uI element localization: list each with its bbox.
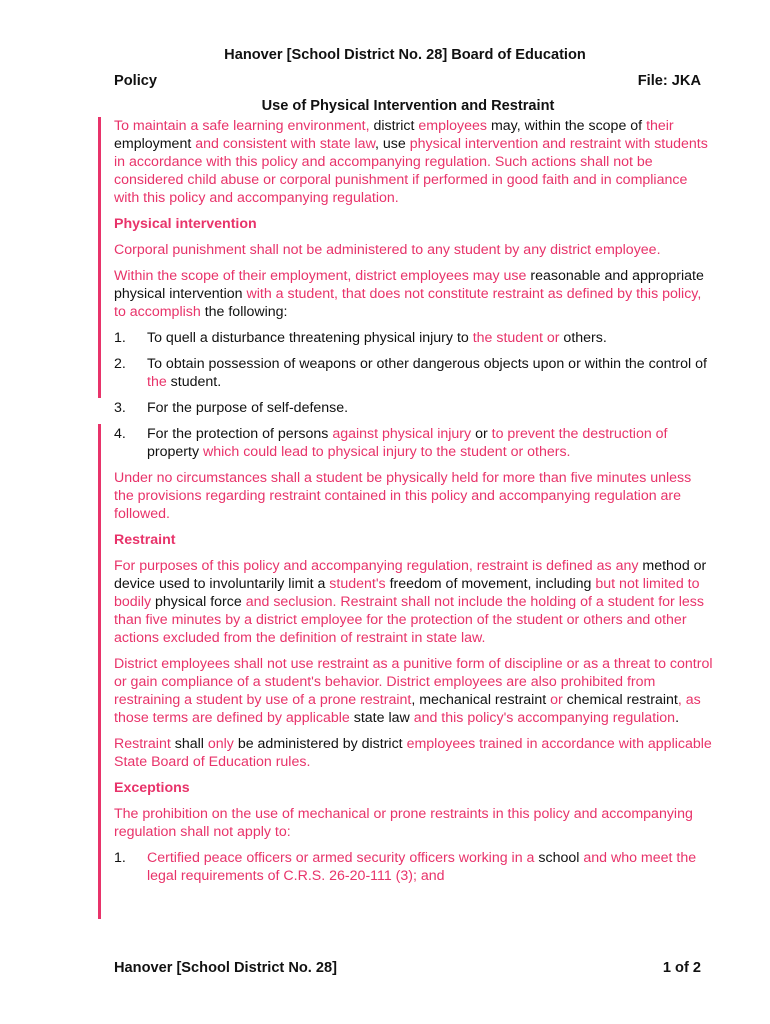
section-heading-exceptions: Exceptions [114,780,190,796]
revision-bar [98,117,101,398]
list-item: 1. To quell a disturbance threatening physical injury to the student or others. [114,330,607,346]
list-item: 3. For the purpose of self-defense. [114,400,349,416]
page-number: 1 of 2 [662,960,701,976]
revision-bar [98,424,101,919]
intro-paragraph: To maintain a safe learning environment, district employees may, within the scope of their employment and consistent with state law, use physical intervention and restraint with students in accordance with this policy and accompanying regulation. Such actions shall not be considered child abuse or corporal punishment if performed in good faith and in compliance with this policy and accompanying regulation. [114,118,708,206]
intervention-scope-paragraph: Within the scope of their employment, district employees may use reasonable and appropriate physical intervention with a student, that does not constitute restraint as defined by this policy, to accomplish the following: [114,268,704,320]
restraint-definition-paragraph: For purposes of this policy and accompanying regulation, restraint is defined as any method or device used to involuntarily limit a student's freedom of movement, including but not limited to bodily physical force and seclusion. Restraint shall not include the holding of a student for less than five minutes by a district employee for the protection of the student or others and other actions excluded from the definition of restraint in state law. [114,558,707,646]
list-item: 1. Certified peace officers or armed security officers working in a school and who meet the legal requirements of C.R.S. 26-20-111 (3); and [114,850,697,884]
board-title: Hanover [School District No. 28] Board of Education [224,47,586,63]
list-item: 2. To obtain possession of weapons or other dangerous objects upon or within the control of the student. [114,356,707,390]
restraint-prohibition-paragraph: District employees shall not use restraint as a punitive form of discipline or as a threat to control or gain compliance of a student's behavior. District employees are also prohibited from restraining a student by use of a prone restraint, mechanical restraint or chemical restraint, as those terms are defined by applicable state law and this policy's accompanying regulation. [114,656,713,726]
list-item: 4. For the protection of persons against physical injury or to prevent the destruction of property which could lead to physical injury to the student or others. [114,426,668,460]
section-heading-restraint: Restraint [114,532,176,548]
section-heading-physical-intervention: Physical intervention [114,216,257,232]
policy-body [114,117,714,893]
exceptions-paragraph: The prohibition on the use of mechanical or prone restraints in this policy and accompanying regulation shall not apply to: [114,806,693,840]
policy-label: Policy [114,73,157,89]
policy-title: Use of Physical Intervention and Restraint [261,98,555,114]
file-code: File: JKA [637,73,701,89]
corporal-punishment-paragraph: Corporal punishment shall not be administered to any student by any district employee. [114,242,661,258]
five-minute-paragraph: Under no circumstances shall a student be physically held for more than five minutes unless the provisions regarding restraint contained in this policy and accompanying regulation are followed. [114,470,692,522]
restraint-training-paragraph: Restraint shall only be administered by district employees trained in accordance with applicable State Board of Education rules. [114,736,712,770]
footer-district: Hanover [School District No. 28] [114,960,338,976]
